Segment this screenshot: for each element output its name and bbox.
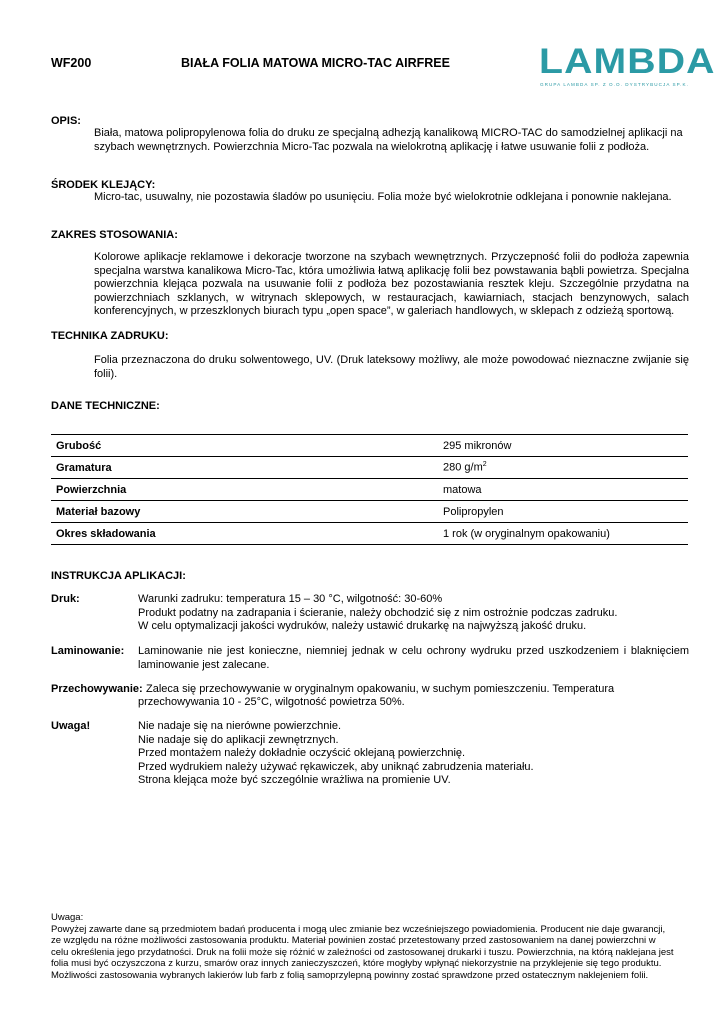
technical-data-table <box>51 434 688 545</box>
uwaga-line: Nie nadaje się na nierówne powierzchnie. <box>138 720 342 732</box>
table-key: Materiał bazowy <box>51 501 438 523</box>
laminowanie-label: Laminowanie: <box>51 645 125 657</box>
section-heading-opis: OPIS: <box>51 115 81 127</box>
laminowanie-text: Laminowanie nie jest konieczne, niemniej jednak w celu ochrony wydruku przed uszkodzeniem i blaknięciem laminowanie jest zalecane. <box>138 645 689 671</box>
srodek-text: Micro-tac, usuwalny, nie pozostawia śladów po usunięciu. Folia może być wielokrotnie odklejana i ponownie naklejana. <box>94 191 672 203</box>
uwaga-line: Nie nadaje się do aplikacji zewnętrznych. <box>138 733 339 746</box>
druk-line: W celu optymalizacji jakości wydruków, należy ustawić drukarkę na najwyższą jakość druku. <box>138 620 587 632</box>
table-row <box>51 501 688 523</box>
section-heading-instrukcja: INSTRUKCJA APLIKACJI: <box>51 570 186 582</box>
table-key: Gramatura <box>51 457 438 479</box>
footer-line: celu określenia jego przydatności. Druk na folii może się różnić w zależności od zastosowanej drukarki i tuszu. Powierzchnia, na którą naklejana jest <box>51 946 674 958</box>
table-key: Grubość <box>51 435 438 457</box>
gramatura-value: 280 g/m <box>443 461 483 474</box>
logo-text: LAMBDA <box>539 42 716 81</box>
footer-line: folia musi być oczyszczona z kurzu, smarów oraz innych zanieczyszczeń, które mogłyby wpłynąć niekorzystnie na przyklejenie się tego produktu. <box>51 958 662 970</box>
uwaga-line: Przed montażem należy dokładnie oczyścić oklejaną powierzchnię. <box>138 747 466 759</box>
uwaga-list <box>138 720 698 788</box>
footer-line: Powyżej zawarte dane są przedmiotem badań producenta i mogą ulec zmianie bez wcześniejszego powiadomienia. Producent nie daje gwarancji, <box>51 923 666 935</box>
gramatura-unit-sup: 2 <box>482 461 487 469</box>
table-key: Powierzchnia <box>51 479 438 501</box>
druk-line: Warunki zadruku: temperatura 15 – 30 °C, wilgotność: 30-60% <box>138 593 443 605</box>
company-logo <box>539 42 716 92</box>
table-row <box>51 523 688 545</box>
table-row <box>51 479 688 501</box>
section-heading-technika: TECHNIKA ZADRUKU: <box>51 330 169 342</box>
page-title: BIAŁA FOLIA MATOWA MICRO-TAC AIRFREE <box>181 56 450 70</box>
table-key: Okres składowania <box>51 523 438 545</box>
footer-disclaimer <box>51 912 701 982</box>
logo-subtitle: GRUPA LAMBDA SP. Z O.O. DYSTRYBUCJA SP.K. <box>540 82 689 87</box>
przechowywanie-line1: Zaleca się przechowywanie w oryginalnym opakowaniu, w suchym pomieszczeniu. Temperatura <box>146 683 615 695</box>
table-value <box>438 457 688 479</box>
druk-text <box>138 593 698 634</box>
opis-text: Biała, matowa polipropylenowa folia do druku ze specjalną adhezją kanalikową MICRO-TAC do samodzielnej aplikacji na szybach wewnętrznych. Powierzchnia Micro-Tac pozwala na wielokrotną aplikację i łatwe usuwanie folii z podłoża. <box>94 127 683 153</box>
table-value: 1 rok (w oryginalnym opakowaniu) <box>438 523 688 545</box>
przechowywanie-line2: przechowywania 10 - 25°C, wilgotność powietrza 50%. <box>138 696 405 708</box>
druk-line: Produkt podatny na zadrapania i ścieranie, należy obchodzić się z nim ostrożnie podczas zadruku. <box>138 606 618 619</box>
table-row <box>51 435 688 457</box>
table-row <box>51 457 688 479</box>
footer-title: Uwaga: <box>51 912 84 923</box>
footer-line: ze względu na różne możliwości zastosowania produktu. Materiał powinien zostać przetestowany przed zastosowaniem na danej powierzchni w <box>51 935 656 947</box>
table-value: 295 mikronów <box>438 435 688 457</box>
uwaga-line: Strona klejąca może być szczególnie wrażliwa na promienie UV. <box>138 774 451 786</box>
section-heading-srodek: ŚRODEK KLEJĄCY: <box>51 179 156 191</box>
section-heading-dane: DANE TECHNICZNE: <box>51 400 160 412</box>
table-value: Polipropylen <box>438 501 688 523</box>
technika-text: Folia przeznaczona do druku solwentowego, UV. (Druk lateksowy możliwy, ale może powodować nieznaczne zwijanie się folii). <box>94 354 689 380</box>
druk-label: Druk: <box>51 593 80 605</box>
product-code: WF200 <box>51 56 92 70</box>
section-heading-zakres: ZAKRES STOSOWANIA: <box>51 229 178 241</box>
table-value: matowa <box>438 479 688 501</box>
zakres-text: Kolorowe aplikacje reklamowe i dekoracje tworzone na szybach wewnętrznych. Przyczepność folii do podłoża zapewnia specjalna warstwa kanalikowa Micro-Tac, która umożliwia łatwą aplikację folii bez powstawania bąbli powietrza. Specjalna powierzchnia klejąca pozwala na usuwanie folii z podłoża bez pozostawiania resztek kleju. Szczególnie przydatna na powierzchniach szklanych, w witrynach sklepowych, w restauracjach, kawiarniach, stacjach benzynowych, salach konferencyjnych, w przeszklonych biurach typu „open space”, w galeriach handlowych, w sklepach z odzieżą sportową. <box>94 251 689 317</box>
uwaga-label: Uwaga! <box>51 720 91 732</box>
uwaga-line: Przed wydrukiem należy używać rękawiczek, aby uniknąć zabrudzenia materiału. <box>138 760 534 773</box>
footer-line: Możliwości zastosowania wybranych lakierów lub farb z folią samoprzylepną powinny zostać sprawdzone przed ostatecznym naklejeniem folii. <box>51 969 649 981</box>
przechowywanie-label: Przechowywanie: <box>51 683 143 695</box>
